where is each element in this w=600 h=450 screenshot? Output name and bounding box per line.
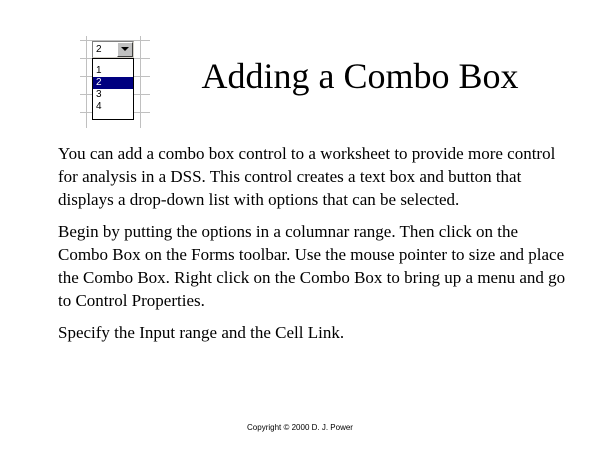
body-paragraph-steps: Begin by putting the options in a columnar range. Then click on the Combo Box on the Forms toolbar. Use the mouse pointer to size and place the Combo Box. Right click on the Combo Box to bring up a menu and go to Control Properties. (58, 222, 566, 310)
combo-box-illustration (80, 36, 150, 131)
slide-body (58, 142, 568, 353)
slide-title: Adding a Combo Box (201, 56, 519, 96)
combo-box-control[interactable] (92, 41, 134, 58)
combo-box-dropdown-list (92, 58, 134, 120)
combo-list-item[interactable]: 4 (96, 101, 102, 112)
copyright-footer: Copyright © 2000 D. J. Power (247, 423, 353, 432)
body-paragraph-specify: Specify the Input range and the Cell Link. (58, 323, 345, 342)
combo-list-item[interactable]: 3 (96, 89, 102, 100)
chevron-down-icon (121, 47, 129, 51)
combo-list-item[interactable]: 1 (96, 65, 102, 76)
body-paragraph-intro: You can add a combo box control to a worksheet to provide more control for analysis in a DSS. This control creates a text box and button that displays a drop-down list with options that can be selected. (58, 144, 556, 209)
combo-box-value: 2 (96, 44, 102, 55)
combo-list-item-selected[interactable]: 2 (93, 77, 133, 89)
combo-box-dropdown-button[interactable] (117, 42, 133, 57)
